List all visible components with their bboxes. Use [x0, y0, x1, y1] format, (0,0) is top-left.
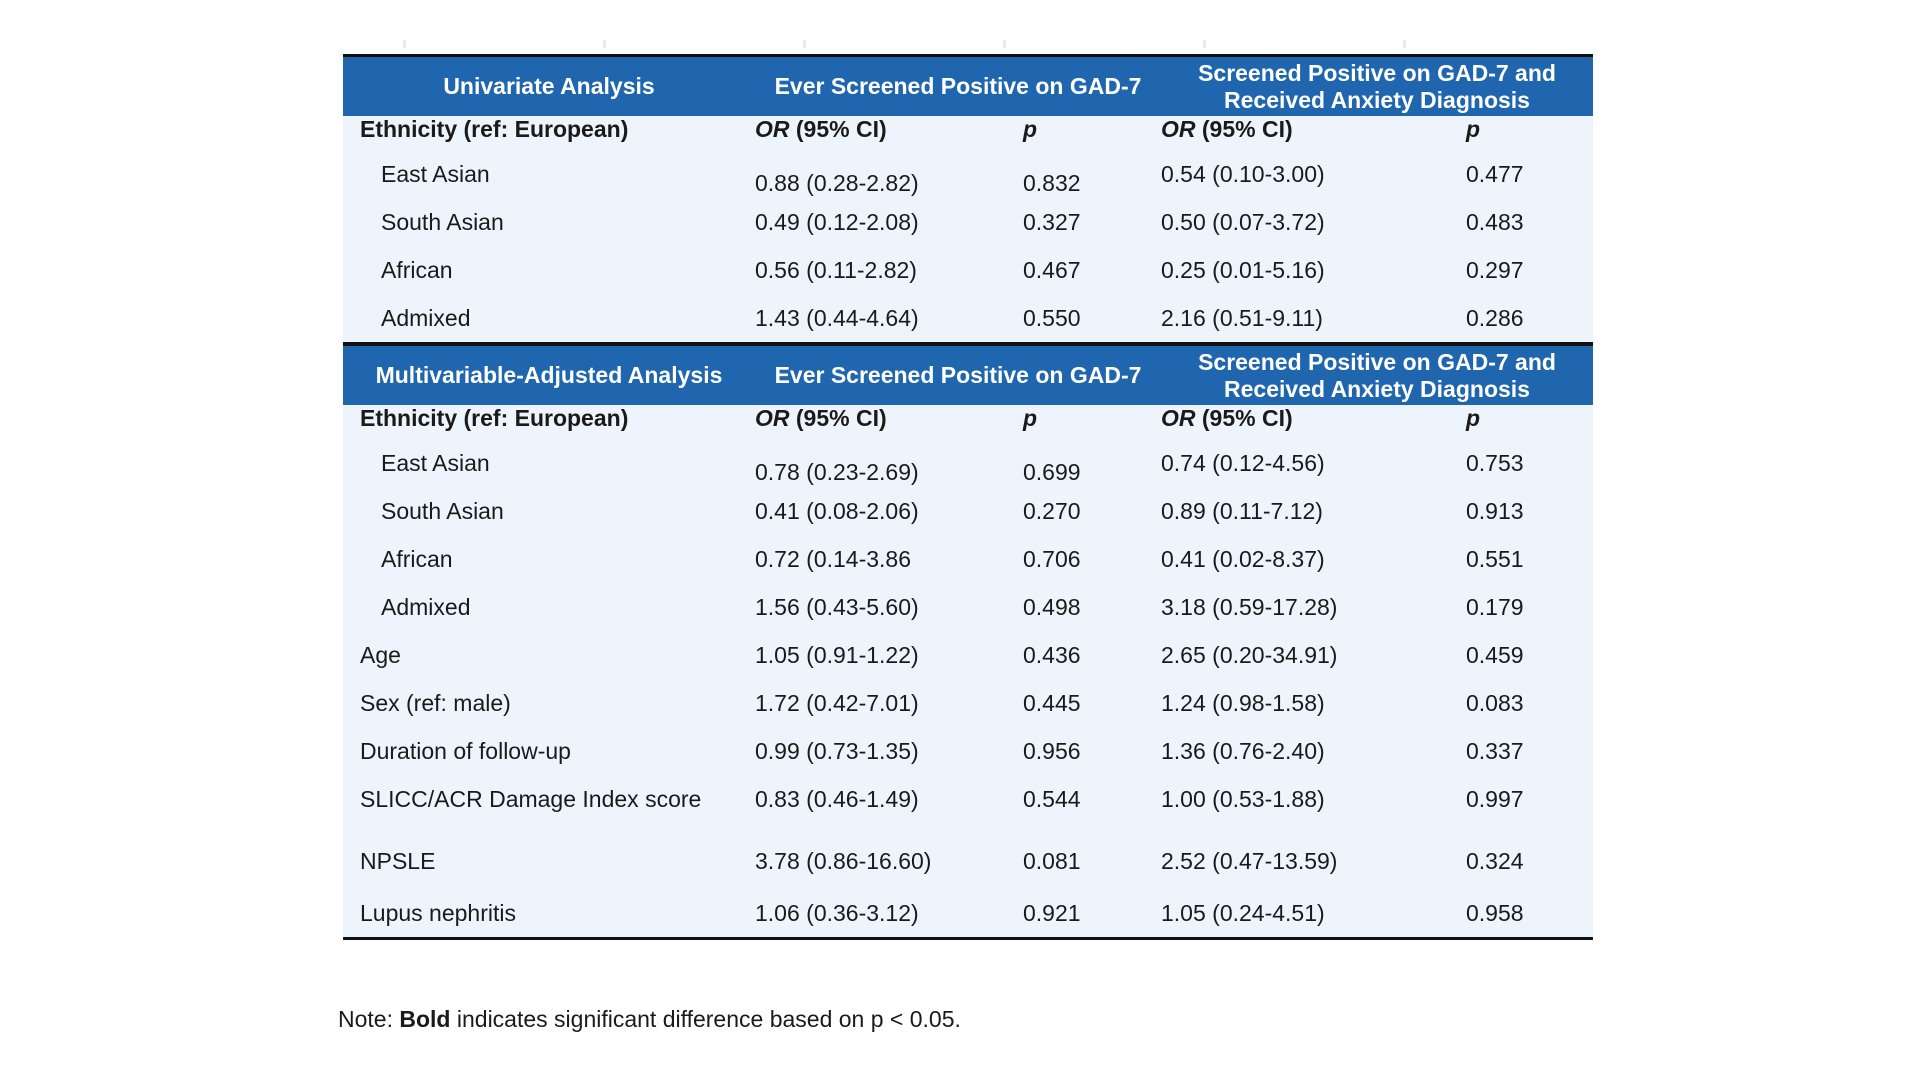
- table-row: [343, 439, 1593, 487]
- group-header-screened: Ever Screened Positive on GAD-7: [774, 362, 1142, 388]
- column-header-or: OR (95% CI): [755, 116, 887, 142]
- cell-p: 0.270: [1023, 497, 1081, 524]
- cell-p: 0.699: [1023, 458, 1081, 485]
- column-header-p: p: [1023, 405, 1038, 431]
- table-row: [343, 775, 1593, 823]
- row-label: Age: [360, 641, 401, 668]
- note-suffix: indicates significant difference based on p < 0.05.: [450, 1006, 961, 1032]
- cell-p: 0.081: [1023, 847, 1081, 874]
- cell-p: 0.550: [1023, 304, 1081, 331]
- row-label: Lupus nephritis: [360, 899, 516, 926]
- cell-p: 0.498: [1023, 593, 1081, 620]
- column-header-p: p: [1023, 116, 1038, 142]
- row-label: Duration of follow-up: [360, 737, 571, 764]
- column-header-or: OR (95% CI): [1161, 116, 1293, 142]
- cell-p: 0.997: [1466, 785, 1524, 812]
- cell-p: 0.337: [1466, 737, 1524, 764]
- cell-or: 2.16 (0.51-9.11): [1161, 304, 1323, 331]
- cell-or: 0.54 (0.10-3.00): [1161, 160, 1325, 187]
- cell-p: 0.467: [1023, 256, 1081, 283]
- column-header-or: OR (95% CI): [755, 405, 887, 431]
- cell-p: 0.551: [1466, 545, 1524, 572]
- note-prefix: Note:: [338, 1006, 400, 1032]
- table-row: [343, 679, 1593, 727]
- cell-or: 3.18 (0.59-17.28): [1161, 593, 1338, 620]
- table-row: [343, 487, 1593, 535]
- cell-p: 0.445: [1023, 689, 1081, 716]
- group-header-diagnosis: Screened Positive on GAD-7 and Received Anxiety Diagnosis: [1198, 348, 1556, 402]
- results-table: [343, 54, 1593, 940]
- column-header-row: [343, 405, 1593, 439]
- cell-or: 0.89 (0.11-7.12): [1161, 497, 1323, 524]
- group-header-diagnosis: Screened Positive on GAD-7 and Received Anxiety Diagnosis: [1198, 59, 1556, 113]
- cell-or: 3.78 (0.86-16.60): [755, 847, 932, 874]
- cell-p: 0.179: [1466, 593, 1524, 620]
- cell-or: 1.06 (0.36-3.12): [755, 899, 919, 926]
- row-label: African: [381, 256, 453, 283]
- table-row: [343, 198, 1593, 246]
- cell-or: 0.41 (0.08-2.06): [755, 497, 919, 524]
- table-row: [343, 535, 1593, 583]
- cell-or: 0.74 (0.12-4.56): [1161, 449, 1325, 476]
- cell-p: 0.706: [1023, 545, 1081, 572]
- column-header-or: OR (95% CI): [1161, 405, 1293, 431]
- cell-p: 0.436: [1023, 641, 1081, 668]
- section-title: Univariate Analysis: [443, 73, 655, 99]
- cell-or: 0.25 (0.01-5.16): [1161, 256, 1325, 283]
- cell-p: 0.083: [1466, 689, 1524, 716]
- row-label: South Asian: [381, 208, 504, 235]
- cell-p: 0.477: [1466, 160, 1524, 187]
- group-header-screened: Ever Screened Positive on GAD-7: [774, 73, 1142, 99]
- column-header-label: Ethnicity (ref: European): [360, 405, 629, 431]
- cell-or: 1.00 (0.53-1.88): [1161, 785, 1325, 812]
- table-row: [343, 631, 1593, 679]
- cell-or: 0.50 (0.07-3.72): [1161, 208, 1325, 235]
- cell-p: 0.956: [1023, 737, 1081, 764]
- table-row: [343, 823, 1593, 889]
- row-label: African: [381, 545, 453, 572]
- column-header-p: p: [1466, 405, 1481, 431]
- cell-or: 2.65 (0.20-34.91): [1161, 641, 1338, 668]
- row-label: Sex (ref: male): [360, 689, 511, 716]
- row-label: SLICC/ACR Damage Index score: [360, 785, 702, 812]
- cell-p: 0.958: [1466, 899, 1524, 926]
- cell-p: 0.327: [1023, 208, 1081, 235]
- cell-or: 0.41 (0.02-8.37): [1161, 545, 1325, 572]
- section-header-multivariable: [343, 342, 1593, 405]
- column-header-p: p: [1466, 116, 1481, 142]
- column-header-row: [343, 116, 1593, 150]
- cell-p: 0.832: [1023, 169, 1081, 196]
- table-row: [343, 294, 1593, 342]
- row-label: Admixed: [381, 304, 471, 331]
- row-label: NPSLE: [360, 847, 436, 874]
- cell-or: 0.83 (0.46-1.49): [755, 785, 919, 812]
- table-row: [343, 583, 1593, 631]
- cell-or: 0.56 (0.11-2.82): [755, 256, 917, 283]
- cell-or: 1.24 (0.98-1.58): [1161, 689, 1325, 716]
- cell-p: 0.921: [1023, 899, 1081, 926]
- table-row: [343, 727, 1593, 775]
- note-bold: Bold: [399, 1006, 451, 1032]
- cell-or: 0.72 (0.14-3.86: [755, 545, 912, 572]
- cell-p: 0.297: [1466, 256, 1524, 283]
- cell-or: 1.72 (0.42-7.01): [755, 689, 919, 716]
- cell-p: 0.544: [1023, 785, 1081, 812]
- cropped-caption-fragment: [343, 40, 1593, 48]
- cell-p: 0.459: [1466, 641, 1524, 668]
- cell-or: 1.43 (0.44-4.64): [755, 304, 919, 331]
- cell-or: 2.52 (0.47-13.59): [1161, 847, 1338, 874]
- cell-p: 0.753: [1466, 449, 1524, 476]
- cell-p: 0.286: [1466, 304, 1524, 331]
- cell-or: 1.05 (0.24-4.51): [1161, 899, 1325, 926]
- cell-or: 0.49 (0.12-2.08): [755, 208, 919, 235]
- column-header-label: Ethnicity (ref: European): [360, 116, 629, 142]
- table-note: [338, 1006, 961, 1033]
- table-row: [343, 889, 1593, 937]
- cell-p: 0.913: [1466, 497, 1524, 524]
- cell-or: 0.88 (0.28-2.82): [755, 169, 919, 196]
- table-row: [343, 246, 1593, 294]
- table-row: [343, 150, 1593, 198]
- row-label: East Asian: [381, 449, 490, 476]
- cell-p: 0.483: [1466, 208, 1524, 235]
- cell-or: 1.56 (0.43-5.60): [755, 593, 919, 620]
- cell-or: 0.78 (0.23-2.69): [755, 458, 919, 485]
- cell-or: 0.99 (0.73-1.35): [755, 737, 919, 764]
- section-header-univariate: [343, 57, 1593, 116]
- row-label: East Asian: [381, 160, 490, 187]
- section-title: Multivariable-Adjusted Analysis: [375, 362, 723, 388]
- cell-p: 0.324: [1466, 847, 1524, 874]
- cell-or: 1.36 (0.76-2.40): [1161, 737, 1325, 764]
- row-label: South Asian: [381, 497, 504, 524]
- row-label: Admixed: [381, 593, 471, 620]
- cell-or: 1.05 (0.91-1.22): [755, 641, 919, 668]
